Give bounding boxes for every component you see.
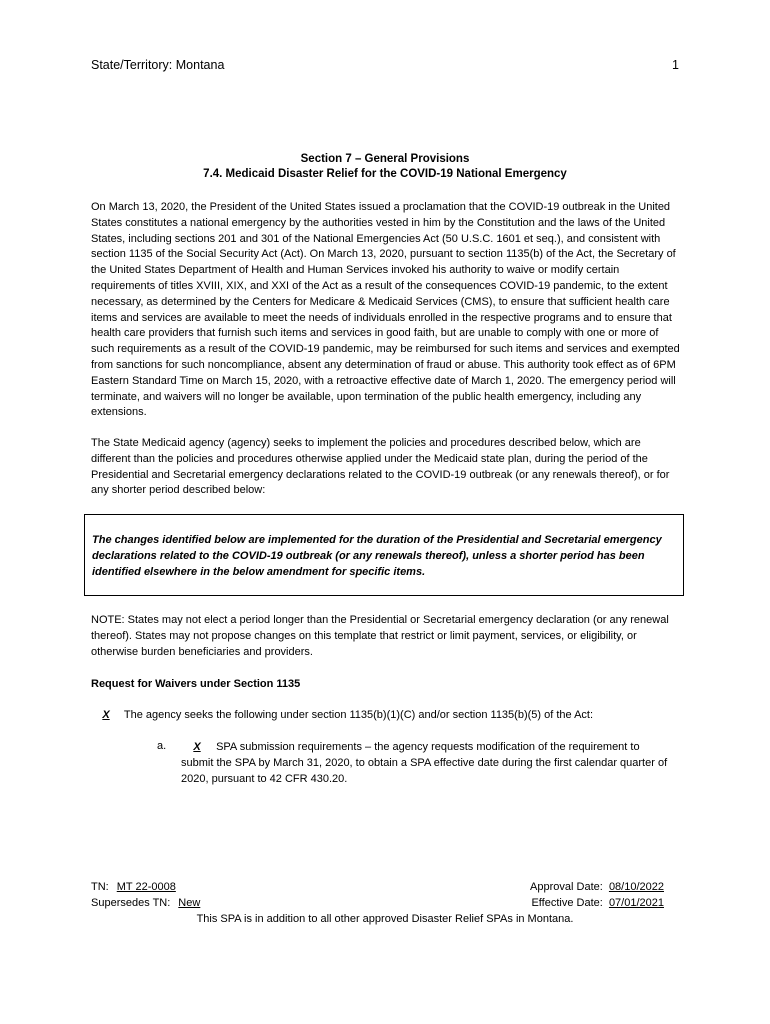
tn-value: MT 22-0008 — [116, 881, 176, 893]
duration-notice-text: The changes identified below are implemented for the duration of the Presidential and Secretarial emergency declarations related to the COVID-19 outbreak (or any renewals thereof), unless a shorter period has been identified elsewhere in the below amendment for specific items. — [92, 534, 662, 578]
item-a-checkmark[interactable]: X — [193, 741, 201, 753]
section-subtitle: 7.4. Medicaid Disaster Relief for the COVID-19 National Emergency — [203, 168, 567, 180]
item-a-label: a. — [157, 740, 167, 752]
agency-paragraph: The State Medicaid agency (agency) seeks to implement the policies and procedures described below, which are different than the policies and procedures otherwise applied under the Medicaid state plan, during the period of the Presidential and Secretarial emergency declarations related to the COVID-19 outbreak (or any renewals thereof), or for any shorter period described below: — [91, 437, 670, 497]
section-title: Section 7 – General Provisions — [300, 153, 470, 165]
waiver-request-text: The agency seeks the following under section 1135(b)(1)(C) and/or section 1135(b)(5) of the Act: — [123, 709, 594, 721]
duration-notice-box — [84, 514, 684, 596]
footer-supersedes — [91, 897, 200, 909]
item-a — [181, 740, 671, 787]
state-territory-label: State/Territory: Montana — [91, 58, 225, 72]
supersedes-value: New — [178, 897, 201, 909]
waiver-request-line — [91, 709, 593, 721]
note-paragraph: NOTE: States may not elect a period longer than the Presidential or Secretarial emergency declaration (or any renewal thereof). States may not propose changes on this template that restrict or limit payment, services, or eligibility, or otherwise burden beneficiaries and providers. — [91, 614, 669, 658]
effective-value: 07/01/2021 — [608, 897, 664, 909]
approval-label: Approval Date: — [530, 881, 603, 893]
approval-value: 08/10/2022 — [608, 881, 664, 893]
waiver-request-checkmark[interactable]: X — [102, 709, 110, 721]
footer-effective-date — [531, 897, 664, 909]
tn-label: TN: — [91, 881, 109, 893]
footer-tn — [91, 881, 176, 893]
footer-approval-date — [530, 881, 664, 893]
item-a-text: SPA submission requirements – the agency requests modification of the requirement to submit the SPA by March 31, 2020, to obtain a SPA effective date during the first calendar quarter of 2020, pursuant to 42 CFR 430.20. — [181, 741, 668, 785]
supersedes-label: Supersedes TN: — [91, 897, 171, 909]
page-number: 1 — [672, 58, 679, 72]
waivers-heading: Request for Waivers under Section 1135 — [91, 678, 301, 690]
intro-paragraph: On March 13, 2020, the President of the United States issued a proclamation that the COVID-19 outbreak in the United States constitutes a national emergency by the authorities vested in him by the Constitution and the laws of the United States, including sections 201 and 301 of the National Emergencies Act (50 U.S.C. 1601 et seq.), and consistent with section 1135 of the Social Security Act (Act). On March 13, 2020, pursuant to section 1135(b) of the Act, the Secretary of the United States Department of Health and Human Services invoked his authority to waive or modify certain requirements of titles XVIII, XIX, and XXI of the Act as a result of the consequences COVID-19 pandemic, to the extent necessary, as determined by the Centers for Medicare & Medicaid Services (CMS), to ensure that sufficient health care items and services are available to meet the needs of individuals enrolled in the respective programs and to ensure that health care providers that furnish such items and services in good faith, but are unable to comply with one or more of such requirements as a result of the COVID-19 pandemic, may be reimbursed for such items and services and exempted from sanctions for such noncompliance, absent any determination of fraud or abuse. This authority took effect as of 6PM Eastern Standard Time on March 15, 2020, with a retroactive effective date of March 1, 2020. The emergency period will terminate, and waivers will no longer be available, upon termination of the public health emergency, including any extensions. — [91, 201, 680, 419]
effective-label: Effective Date: — [531, 897, 603, 909]
footer-note: This SPA is in addition to all other approved Disaster Relief SPAs in Montana. — [196, 913, 574, 925]
